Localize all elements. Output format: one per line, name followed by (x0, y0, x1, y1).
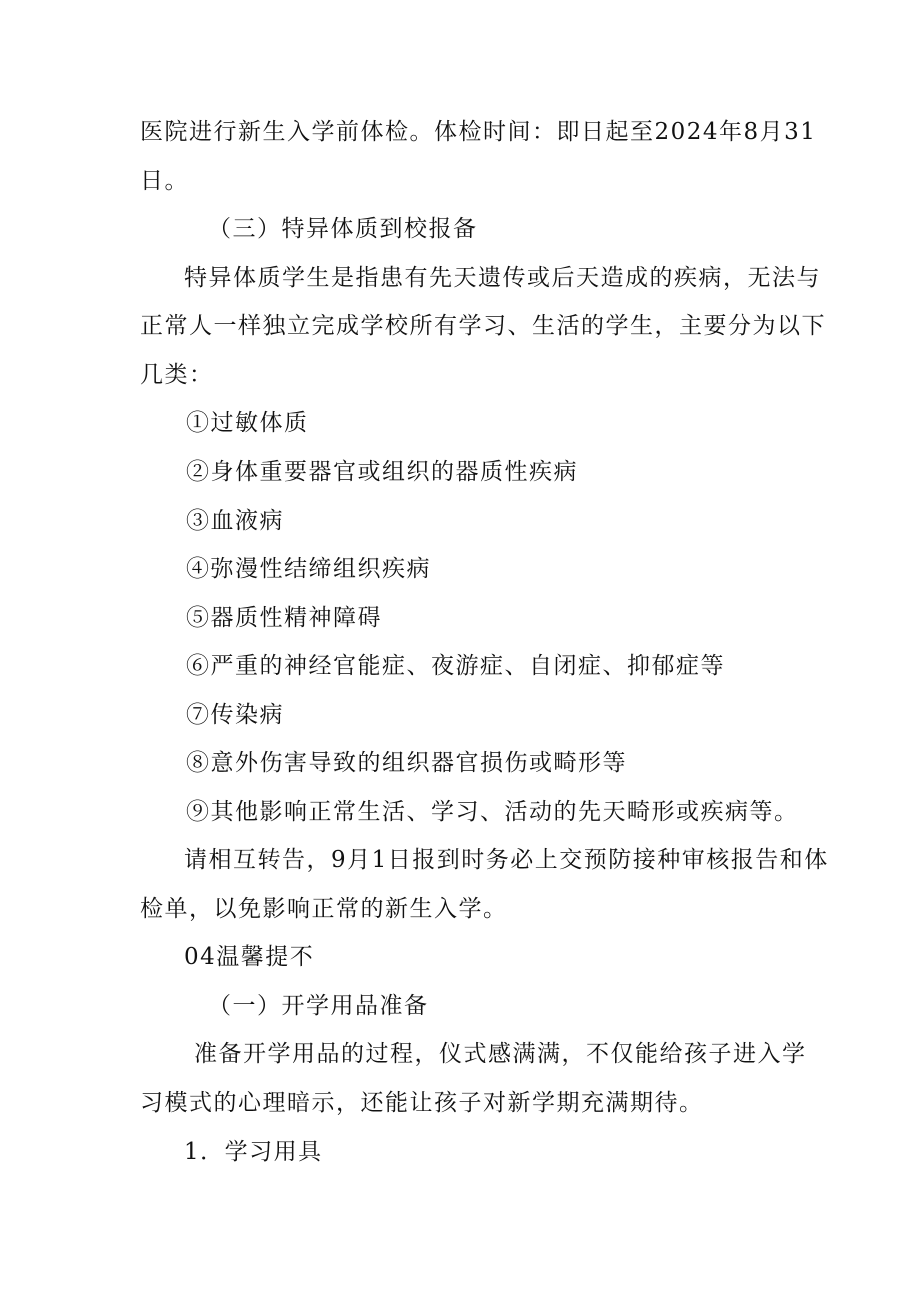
paragraph-line-supplies-2: 习模式的心理暗示，还能让孩子对新学期充满期待。 (140, 1090, 704, 1116)
section-heading-tips: 04温馨提不 (184, 944, 315, 970)
paragraph-line-supplies-1: 准备开学用品的过程，仪式感满满，不仅能给孩子进入学 (194, 1041, 807, 1067)
subheading-study-tools: 1．学习用具 (184, 1139, 323, 1165)
section-heading-supplies: （一）开学用品准备 (208, 993, 429, 1019)
list-item: ④弥漫性结缔组织疾病 (186, 556, 431, 582)
list-item: ⑥严重的神经官能症、夜游症、自闭症、抑郁症等 (186, 653, 725, 679)
list-item: ⑦传染病 (186, 702, 284, 728)
paragraph-line-exam-time-end: 日。 (140, 168, 189, 194)
section-heading-special-constitution: （三）特异体质到校报备 (208, 216, 478, 242)
list-item: ①过敏体质 (186, 410, 309, 436)
paragraph-line-notice-1: 请相互转告，9月1日报到时务必上交预防接种审核报告和体 (184, 847, 829, 873)
paragraph-line-notice-2: 检单，以免影响正常的新生入学。 (140, 896, 508, 922)
list-item: ③血液病 (186, 508, 284, 534)
list-item: ⑤器质性精神障碍 (186, 605, 382, 631)
list-item: ②身体重要器官或组织的器质性疾病 (186, 459, 578, 485)
list-item: ⑨其他影响正常生活、学习、活动的先天畸形或疾病等。 (186, 799, 799, 825)
paragraph-line-exam-time: 医院进行新生入学前体检。体检时间：即日起至2024年8月31 (140, 119, 817, 145)
paragraph-line-definition-2: 正常人一样独立完成学校所有学习、生活的学生，主要分为以下 (140, 313, 826, 339)
paragraph-line-definition-3: 几类： (140, 362, 214, 388)
list-item: ⑧意外伤害导致的组织器官损伤或畸形等 (186, 750, 627, 776)
paragraph-line-definition-1: 特异体质学生是指患有先天遗传或后天造成的疾病，无法与 (184, 265, 821, 291)
